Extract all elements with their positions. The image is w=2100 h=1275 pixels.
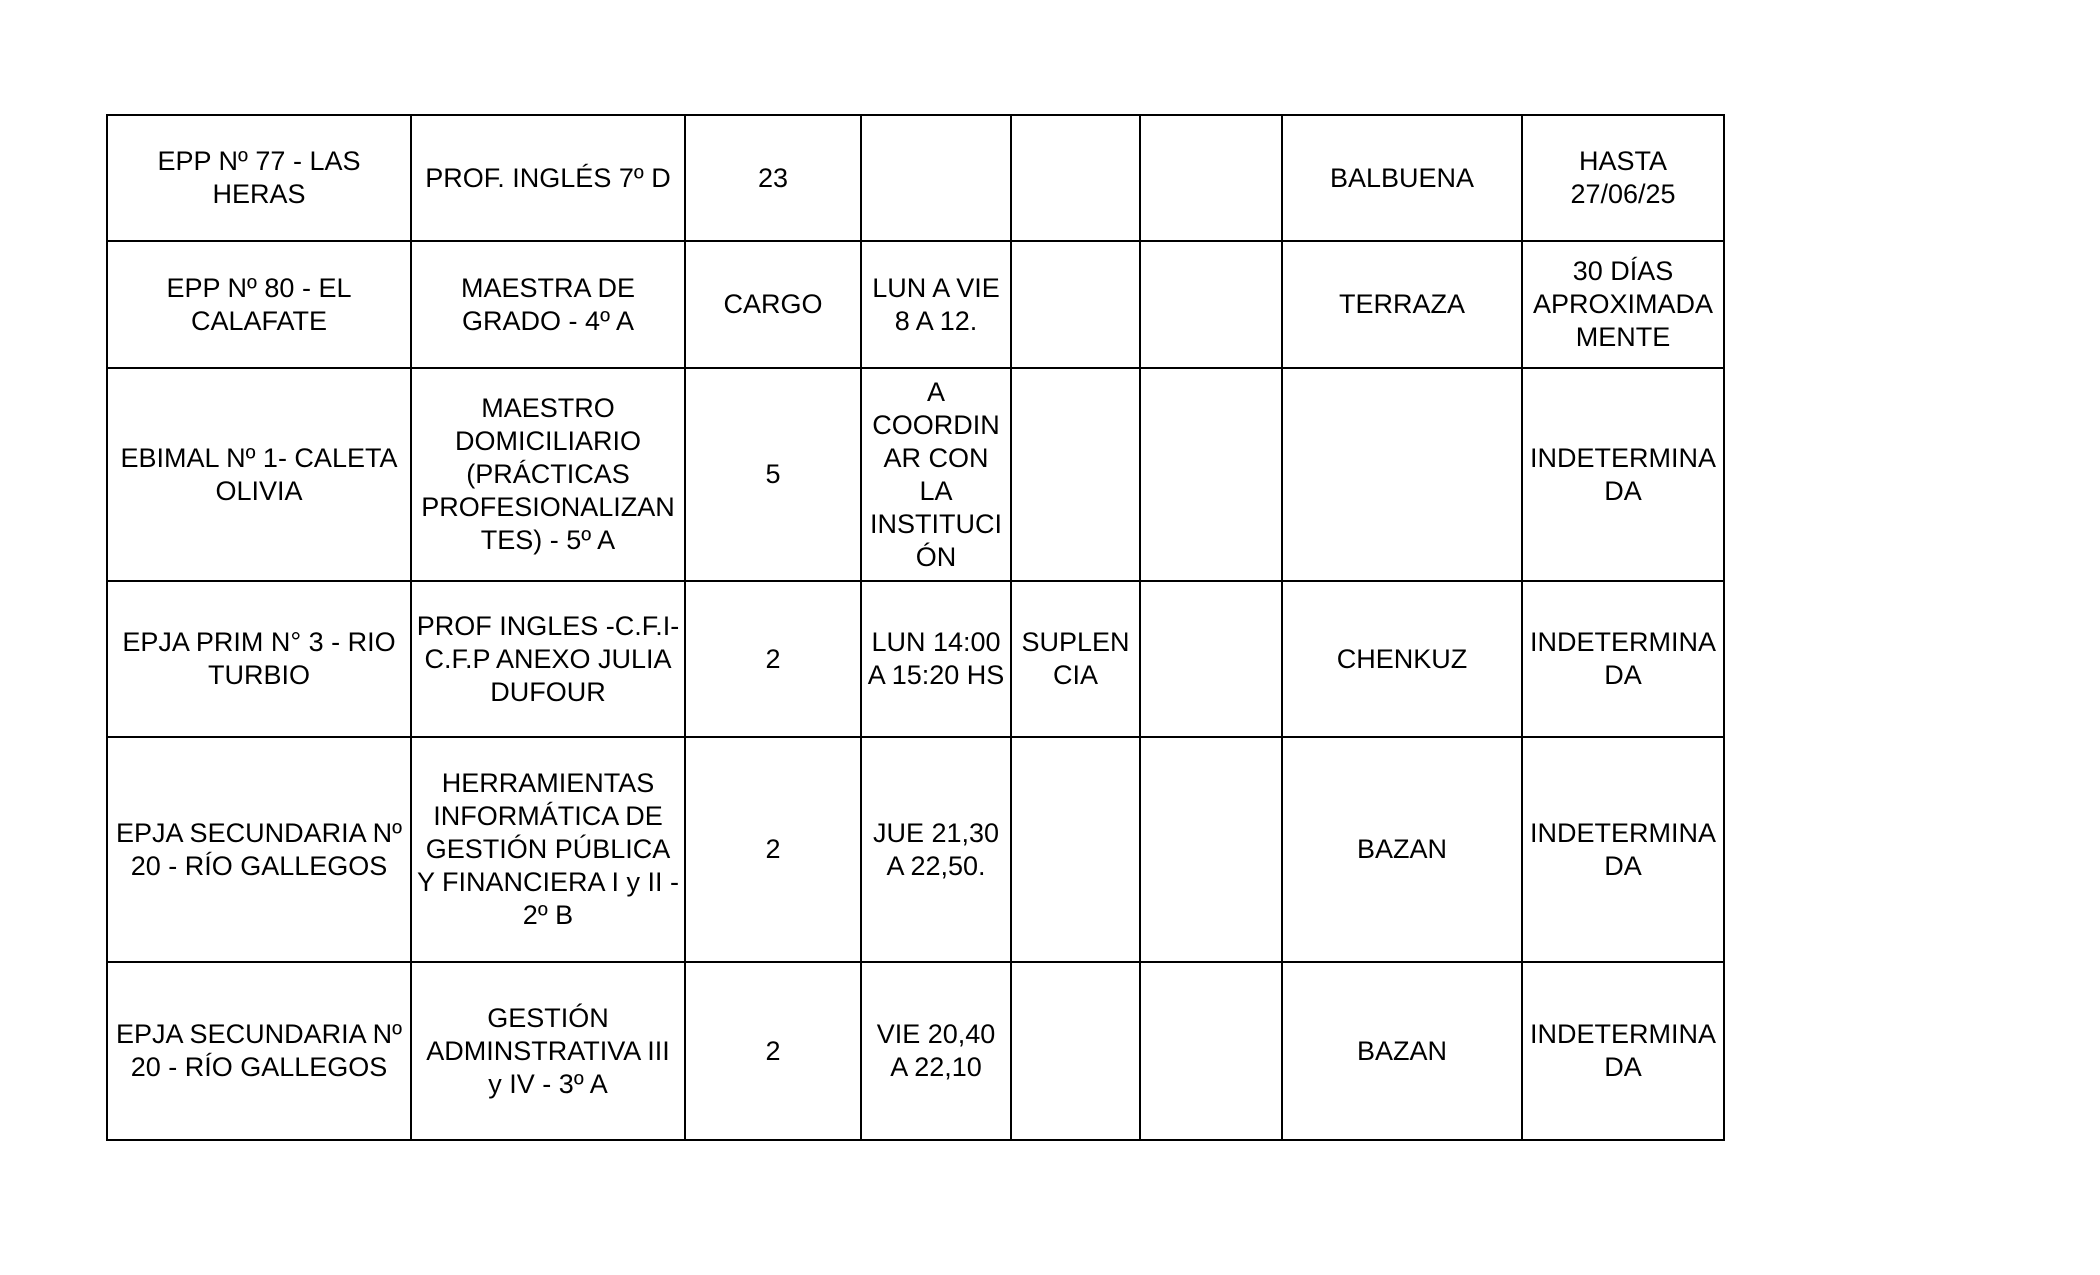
extra-cell: [1140, 581, 1282, 737]
extra-cell: [1140, 241, 1282, 368]
school-cell: EPJA SECUNDARIA Nº 20 - RÍO GALLEGOS: [107, 962, 411, 1140]
extra-cell: [1140, 115, 1282, 241]
type-cell: [1011, 368, 1140, 581]
vacancies-table: [106, 114, 1725, 1141]
replaced-cell: BALBUENA: [1282, 115, 1522, 241]
table-row: [107, 737, 1724, 962]
hours-cell: 2: [685, 737, 861, 962]
schedule-cell: A COORDIN AR CON LA INSTITUCI ÓN: [861, 368, 1011, 581]
position-cell: MAESTRA DE GRADO - 4º A: [411, 241, 685, 368]
table-row: [107, 581, 1724, 737]
extra-cell: [1140, 368, 1282, 581]
replaced-cell: TERRAZA: [1282, 241, 1522, 368]
schedule-cell: VIE 20,40 A 22,10: [861, 962, 1011, 1140]
extra-cell: [1140, 737, 1282, 962]
type-cell: [1011, 737, 1140, 962]
type-cell: [1011, 241, 1140, 368]
replaced-cell: BAZAN: [1282, 962, 1522, 1140]
table-row: [107, 115, 1724, 241]
duration-cell: 30 DÍAS APROXIMADA MENTE: [1522, 241, 1724, 368]
hours-cell: 5: [685, 368, 861, 581]
table-row: [107, 241, 1724, 368]
position-cell: MAESTRO DOMICILIARIO (PRÁCTICAS PROFESIONALIZAN TES) - 5º A: [411, 368, 685, 581]
hours-cell: 2: [685, 581, 861, 737]
schedule-cell: [861, 115, 1011, 241]
table-row: [107, 368, 1724, 581]
duration-cell: INDETERMINA DA: [1522, 737, 1724, 962]
type-cell: [1011, 115, 1140, 241]
position-cell: GESTIÓN ADMINSTRATIVA III y IV - 3º A: [411, 962, 685, 1140]
school-cell: EPJA SECUNDARIA Nº 20 - RÍO GALLEGOS: [107, 737, 411, 962]
hours-cell: 23: [685, 115, 861, 241]
type-cell: [1011, 962, 1140, 1140]
duration-cell: INDETERMINA DA: [1522, 962, 1724, 1140]
schedule-cell: JUE 21,30 A 22,50.: [861, 737, 1011, 962]
hours-cell: 2: [685, 962, 861, 1140]
school-cell: EPJA PRIM N° 3 - RIO TURBIO: [107, 581, 411, 737]
position-cell: PROF INGLES -C.F.I- C.F.P ANEXO JULIA DUFOUR: [411, 581, 685, 737]
table-row: [107, 962, 1724, 1140]
duration-cell: INDETERMINA DA: [1522, 581, 1724, 737]
replaced-cell: [1282, 368, 1522, 581]
position-cell: HERRAMIENTAS INFORMÁTICA DE GESTIÓN PÚBLICA Y FINANCIERA I y II - 2º B: [411, 737, 685, 962]
school-cell: EPP Nº 77 - LAS HERAS: [107, 115, 411, 241]
duration-cell: HASTA 27/06/25: [1522, 115, 1724, 241]
school-cell: EPP Nº 80 - EL CALAFATE: [107, 241, 411, 368]
extra-cell: [1140, 962, 1282, 1140]
type-cell: SUPLEN CIA: [1011, 581, 1140, 737]
duration-cell: INDETERMINA DA: [1522, 368, 1724, 581]
schedule-cell: LUN A VIE 8 A 12.: [861, 241, 1011, 368]
position-cell: PROF. INGLÉS 7º D: [411, 115, 685, 241]
replaced-cell: CHENKUZ: [1282, 581, 1522, 737]
replaced-cell: BAZAN: [1282, 737, 1522, 962]
school-cell: EBIMAL Nº 1- CALETA OLIVIA: [107, 368, 411, 581]
hours-cell: CARGO: [685, 241, 861, 368]
schedule-cell: LUN 14:00 A 15:20 HS: [861, 581, 1011, 737]
